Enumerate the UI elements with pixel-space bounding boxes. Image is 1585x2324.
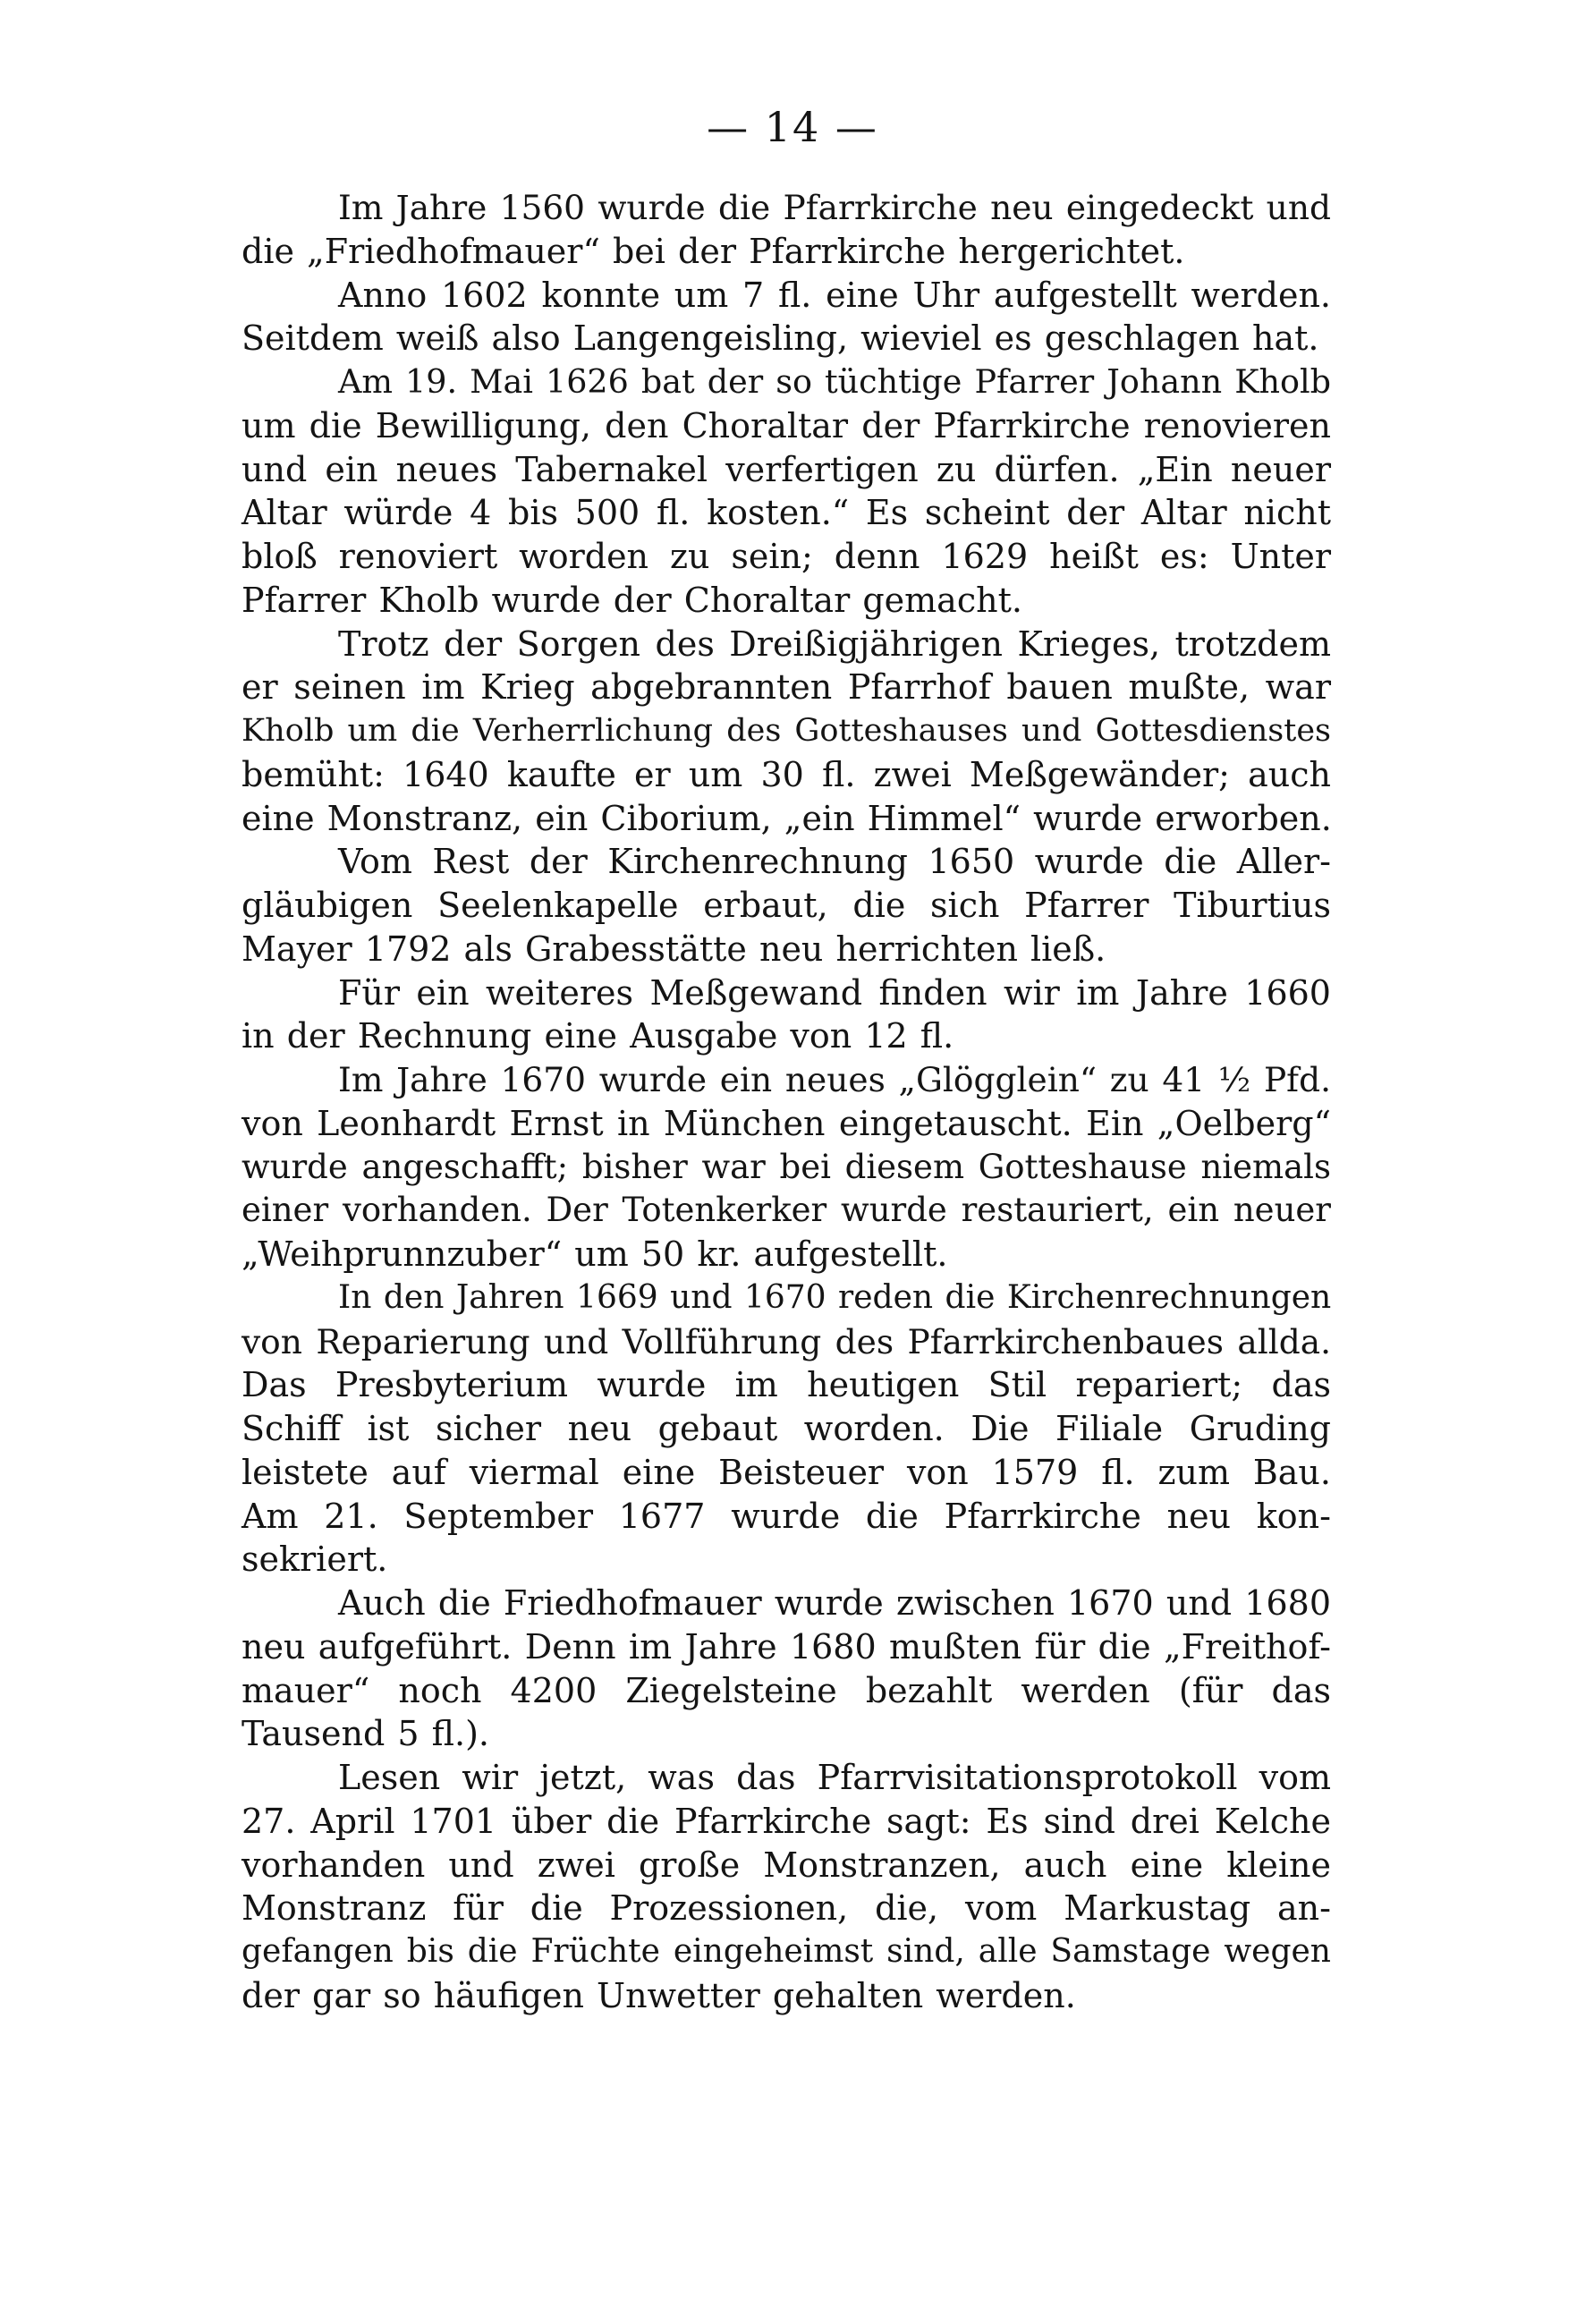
text-line: gläubigen Seelenkapelle erbaut, die sich Pfarrer Tiburtius: [242, 886, 1331, 925]
text-line: leistete auf viermal eine Beisteuer von 1579 fl. zum Bau.: [242, 1452, 1331, 1492]
text-line: und ein neues Tabernakel verfertigen zu dürfen. „Ein neuer: [242, 449, 1331, 489]
text-line: eine Monstranz, ein Ciborium, „ein Himmel“ wurde erworben.: [242, 798, 1332, 838]
text-line: Für ein weiteres Meßgewand finden wir im Jahre 1660: [338, 972, 1331, 1013]
page-number: — 14 —: [707, 103, 878, 151]
text-line: gefangen bis die Früchte eingeheimst sind, alle Samstage wegen: [242, 1933, 1331, 1970]
text-line: Vom Rest der Kirchenrechnung 1650 wurde die Aller-: [338, 842, 1331, 882]
text-line: Das Presbyterium wurde im heutigen Stil repariert; das: [242, 1365, 1331, 1405]
text-line: Im Jahre 1560 wurde die Pfarrkirche neu eingedeckt und: [338, 188, 1331, 227]
text-line: einer vorhanden. Der Totenkerker wurde restauriert, ein neuer: [242, 1191, 1331, 1230]
text-line: Kholb um die Verherrlichung des Gotteshauses und Gottesdienstes: [242, 713, 1331, 749]
text-line: bloß renoviert worden zu sein; denn 1629 heißt es: Unter: [242, 537, 1331, 576]
text-line: „Weihprunnzuber“ um 50 kr. aufgestellt.: [242, 1234, 948, 1274]
text-line: sekriert.: [242, 1539, 388, 1580]
text-line: Mayer 1792 als Grabesstätte neu herrichten ließ.: [242, 929, 1106, 969]
text-line: wurde angeschafft; bisher war bei diesem Gotteshause niemals: [242, 1147, 1331, 1186]
text-line: In den Jahren 1669 und 1670 reden die Kirchenrechnungen: [338, 1278, 1332, 1316]
text-line: Anno 1602 konnte um 7 fl. eine Uhr aufgestellt werden.: [338, 275, 1331, 315]
text-line: von Reparierung und Vollführung des Pfarrkirchenbaues allda.: [242, 1321, 1331, 1361]
text-line: bemüht: 1640 kaufte er um 30 fl. zwei Meßgewänder; auch: [242, 754, 1331, 794]
text-line: der gar so häufigen Unwetter gehalten werden.: [242, 1975, 1076, 2015]
text-line: die „Friedhofmauer“ bei der Pfarrkirche hergerichtet.: [242, 231, 1185, 271]
text-line: Pfarrer Kholb wurde der Choraltar gemacht.: [242, 580, 1022, 620]
text-line: 27. April 1701 über die Pfarrkirche sagt: Es sind drei Kelche: [242, 1801, 1331, 1841]
text-line: Am 21. September 1677 wurde die Pfarrkirche neu kon-: [242, 1496, 1331, 1536]
text-line: Im Jahre 1670 wurde ein neues „Glögglein“ zu 41 ½ Pfd.: [338, 1060, 1331, 1099]
text-line: in der Rechnung eine Ausgabe von 12 fl.: [242, 1016, 954, 1056]
text-line: Seitdem weiß also Langengeisling, wieviel es geschlagen hat.: [242, 318, 1319, 359]
text-line: mauer“ noch 4200 Ziegelsteine bezahlt werden (für das: [242, 1670, 1331, 1710]
text-line: Auch die Friedhofmauer wurde zwischen 1670 und 1680: [338, 1583, 1331, 1623]
text-line: um die Bewilligung, den Choraltar der Pfarrkirche renovieren: [242, 405, 1331, 445]
text-line: vorhanden und zwei große Monstranzen, auch eine kleine: [242, 1845, 1331, 1885]
text-line: neu aufgeführt. Denn im Jahre 1680 mußten für die „Freithof-: [242, 1626, 1331, 1667]
text-line: Monstranz für die Prozessionen, die, vom Markustag an-: [242, 1888, 1331, 1929]
text-line: Lesen wir jetzt, was das Pfarrvisitationsprotokoll vom: [338, 1758, 1331, 1797]
text-line: Trotz der Sorgen des Dreißigjährigen Krieges, trotzdem: [338, 623, 1331, 664]
text-line: Am 19. Mai 1626 bat der so tüchtige Pfarrer Johann Kholb: [338, 362, 1331, 401]
body-text: [242, 186, 1331, 2018]
text-line: Schiff ist sicher neu gebaut worden. Die Filiale Gruding: [242, 1409, 1331, 1448]
text-line: er seinen im Krieg abgebrannten Pfarrhof bauen mußte, war: [242, 667, 1331, 708]
text-line: Tausend 5 fl.).: [242, 1714, 489, 1754]
text-line: von Leonhardt Ernst in München eingetauscht. Ein „Oelberg“: [242, 1103, 1331, 1143]
text-line: Altar würde 4 bis 500 fl. kosten.“ Es scheint der Altar nicht: [242, 493, 1331, 533]
